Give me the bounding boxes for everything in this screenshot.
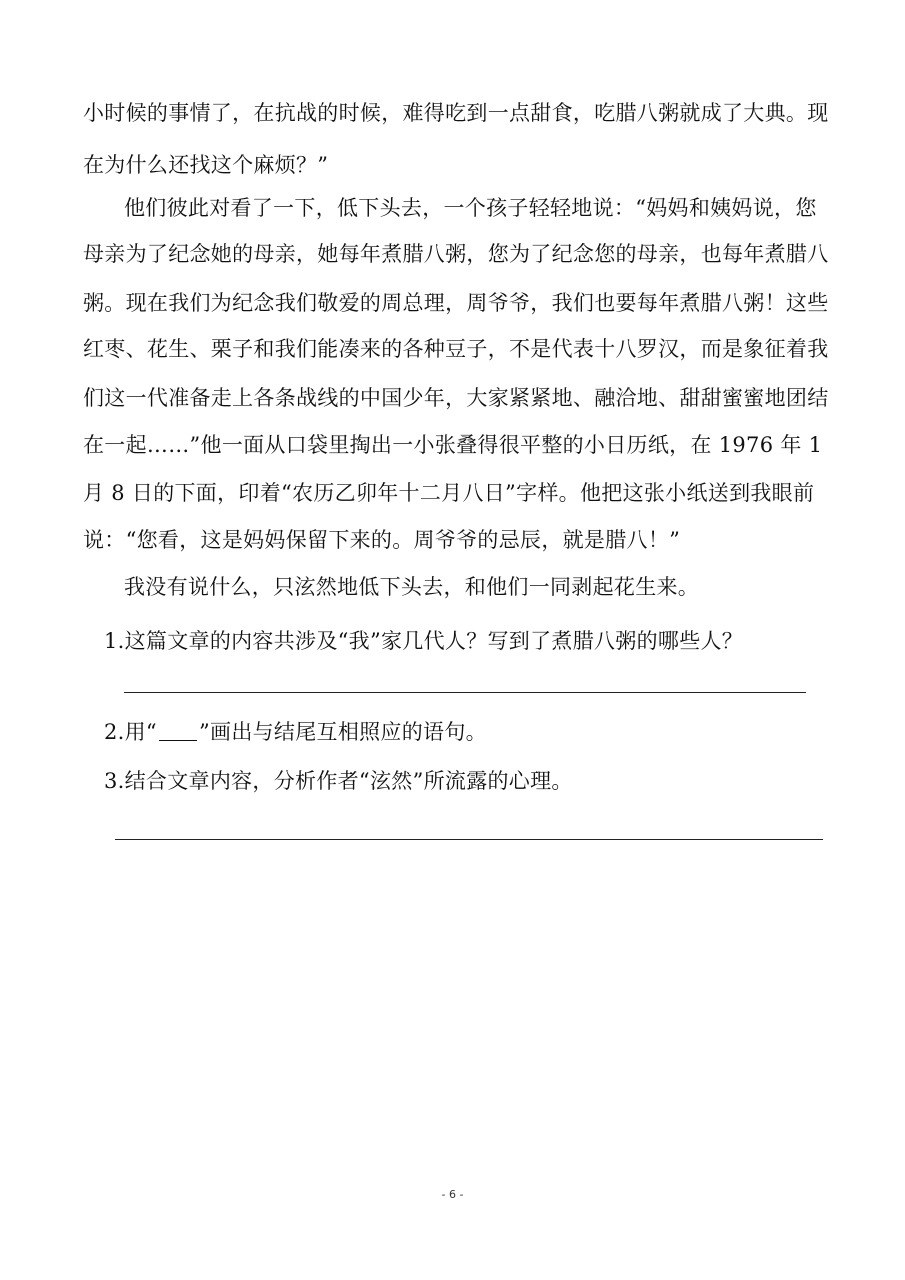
passage-line-2: 在为什么还找这个麻烦？”: [83, 153, 329, 177]
passage-line-1: 小时候的事情了，在抗战的时候，难得吃到一点甜食，吃腊八粥就成了大典。现: [83, 101, 829, 125]
question-3: 3.结合文章内容，分析作者“泫然”所流露的心理。: [104, 769, 573, 793]
question-2-suffix: ”画出与结尾互相照应的语句。: [198, 720, 487, 744]
passage-line-6: 红枣、花生、栗子和我们能凑来的各种豆子，不是代表十八罗汉，而是象征着我: [83, 337, 829, 361]
passage-line-9: 月 8 日的下面，印着“农历乙卯年十二月八日”字样。他把这张小纸送到我眼前: [83, 481, 815, 505]
passage-line-8: 在一起……”他一面从口袋里掏出一小张叠得很平整的小日历纸，在 1976 年 1: [83, 433, 823, 457]
question-1: 1.这篇文章的内容共涉及“我”家几代人？写到了煮腊八粥的哪些人？: [104, 629, 744, 653]
passage-line-4: 母亲为了纪念她的母亲，她每年煮腊八粥，您为了纪念您的母亲，也每年煮腊八: [83, 242, 829, 266]
answer-line-1[interactable]: [124, 692, 806, 693]
passage-line-3: 他们彼此对看了一下，低下头去，一个孩子轻轻地说：“妈妈和姨妈说，您: [124, 196, 817, 220]
underline-blank: [159, 722, 197, 741]
passage-line-5: 粥。现在我们为纪念我们敬爱的周总理，周爷爷，我们也要每年煮腊八粥！这些: [83, 291, 829, 315]
passage-line-7: 们这一代准备走上各条战线的中国少年，大家紧紧地、融洽地、甜甜蜜蜜地团结: [83, 386, 829, 410]
passage-line-10: 说：“您看，这是妈妈保留下来的。周爷爷的忌辰，就是腊八！”: [83, 528, 681, 552]
answer-line-3[interactable]: [115, 839, 823, 840]
passage-line-11: 我没有说什么，只泫然地低下头去，和他们一同剥起花生来。: [124, 575, 700, 599]
page-number: - 6 -: [441, 1188, 464, 1201]
question-2-prefix: 2.用“: [104, 720, 157, 744]
question-2: [104, 717, 487, 747]
